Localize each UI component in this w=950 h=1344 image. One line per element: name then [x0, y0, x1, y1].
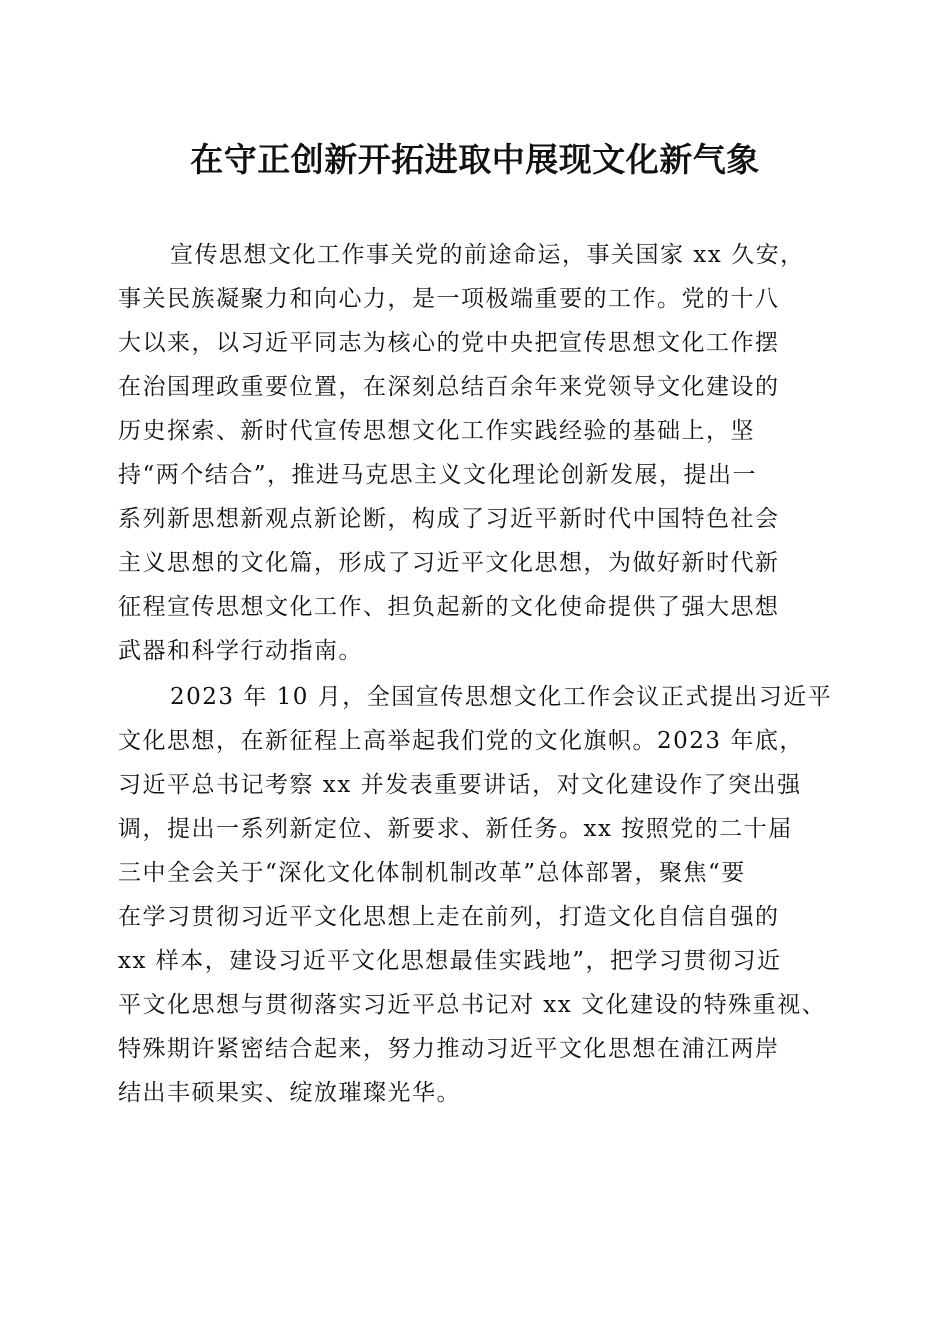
paragraph-line: 系列新思想新观点新论断，构成了习近平新时代中国特色社会: [118, 506, 780, 532]
paragraph-line: 武器和科学行动指南。: [118, 638, 363, 664]
paragraph-line: 在治国理政重要位置，在深刻总结百余年来党领导文化建设的: [118, 374, 780, 400]
paragraph-line: 宣传思想文化工作事关党的前途命运，事关国家 xx 久安，: [170, 242, 805, 268]
paragraph-line: 历史探索、新时代宣传思想文化工作实践经验的基础上，坚: [118, 418, 755, 444]
paragraph-line: 事关民族凝聚力和向心力，是一项极端重要的工作。党的十八: [118, 286, 780, 312]
paragraph-line: 主义思想的文化篇，形成了习近平文化思想，为做好新时代新: [118, 550, 780, 576]
document-title: 在守正创新开拓进取中展现文化新气象: [190, 140, 760, 179]
paragraph-line: 征程宣传思想文化工作、担负起新的文化使命提供了强大思想: [118, 594, 780, 620]
paragraph-line: 调，提出一系列新定位、新要求、新任务。xx 按照党的二十届: [118, 816, 793, 842]
paragraph-line: xx 样本，建设习近平文化思想最佳实践地”，把学习贯彻习近: [118, 948, 782, 974]
paragraph-line: 平文化思想与贯彻落实习近平总书记对 xx 文化建设的特殊重视、: [118, 992, 827, 1018]
paragraph-line: 特殊期许紧密结合起来，努力推动习近平文化思想在浦江两岸: [118, 1036, 780, 1062]
paragraph-line: 大以来，以习近平同志为核心的党中央把宣传思想文化工作摆: [118, 330, 780, 356]
paragraph-line: 在学习贯彻习近平文化思想上走在前列，打造文化自信自强的: [118, 904, 780, 930]
paragraph-line: 持“两个结合”，推进马克思主义文化理论创新发展，提出一: [118, 462, 758, 488]
paragraph-line: 2023 年 10 月，全国宣传思想文化工作会议正式提出习近平: [170, 684, 833, 710]
paragraph-line: 三中全会关于“深化文化体制机制改革”总体部署，聚焦“要: [118, 860, 746, 886]
paragraph-line: 结出丰硕果实、绽放璀璨光华。: [118, 1080, 461, 1106]
paragraph-line: 习近平总书记考察 xx 并发表重要讲话，对文化建设作了突出强: [118, 772, 802, 798]
paragraph-line: 文化思想，在新征程上高举起我们党的文化旗帜。2023 年底，: [118, 728, 804, 754]
